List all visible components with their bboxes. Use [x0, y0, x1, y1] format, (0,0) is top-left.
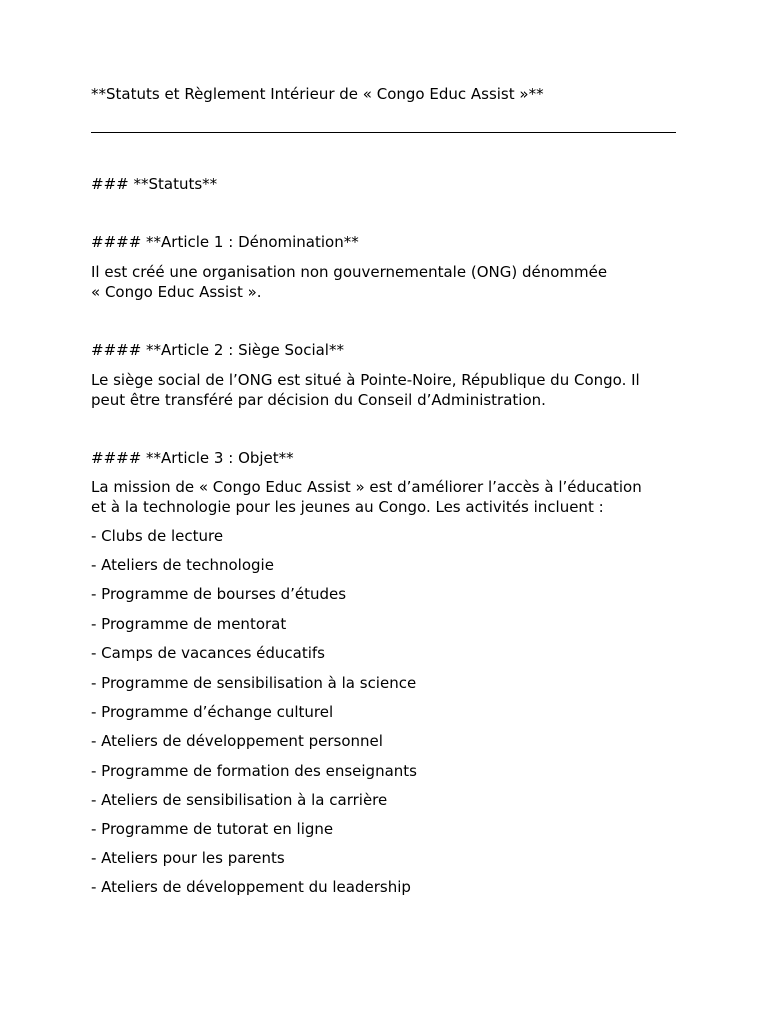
activity-list-item: - Programme de bourses d’études	[91, 585, 347, 603]
activity-list-item: - Ateliers de développement du leadership	[91, 878, 411, 896]
activity-list-item: - Programme de formation des enseignants	[91, 762, 417, 780]
article-2-heading: #### **Article 2 : Siège Social**	[91, 341, 344, 359]
article-3-text-line: La mission de « Congo Educ Assist » est d’améliorer l’accès à l’éducation	[91, 478, 642, 496]
article-2-text-line: Le siège social de l’ONG est situé à Pointe-Noire, République du Congo. Il	[91, 371, 640, 389]
article-2-text-line: peut être transféré par décision du Conseil d’Administration.	[91, 391, 546, 409]
activity-list-item: - Clubs de lecture	[91, 527, 224, 545]
activity-list-item: - Ateliers de développement personnel	[91, 732, 383, 750]
activity-list-item: - Ateliers de technologie	[91, 556, 274, 574]
activity-list-item: - Ateliers pour les parents	[91, 849, 285, 867]
activity-list-item: - Programme d’échange culturel	[91, 703, 334, 721]
activity-list-item: - Ateliers de sensibilisation à la carrière	[91, 791, 388, 809]
article-1-text-line: Il est créé une organisation non gouvernementale (ONG) dénommée	[91, 263, 608, 281]
article-3-text-line: et à la technologie pour les jeunes au Congo. Les activités incluent :	[91, 498, 604, 516]
section-heading: ### **Statuts**	[91, 175, 218, 193]
article-1-heading: #### **Article 1 : Dénomination**	[91, 233, 359, 251]
horizontal-rule	[91, 132, 676, 133]
document-title: **Statuts et Règlement Intérieur de « Congo Educ Assist »**	[91, 85, 544, 103]
activity-list-item: - Programme de mentorat	[91, 615, 287, 633]
activity-list-item: - Programme de sensibilisation à la science	[91, 674, 417, 692]
article-1-text-line: « Congo Educ Assist ».	[91, 283, 262, 301]
article-3-heading: #### **Article 3 : Objet**	[91, 449, 294, 467]
activity-list-item: - Programme de tutorat en ligne	[91, 820, 334, 838]
activity-list-item: - Camps de vacances éducatifs	[91, 644, 325, 662]
